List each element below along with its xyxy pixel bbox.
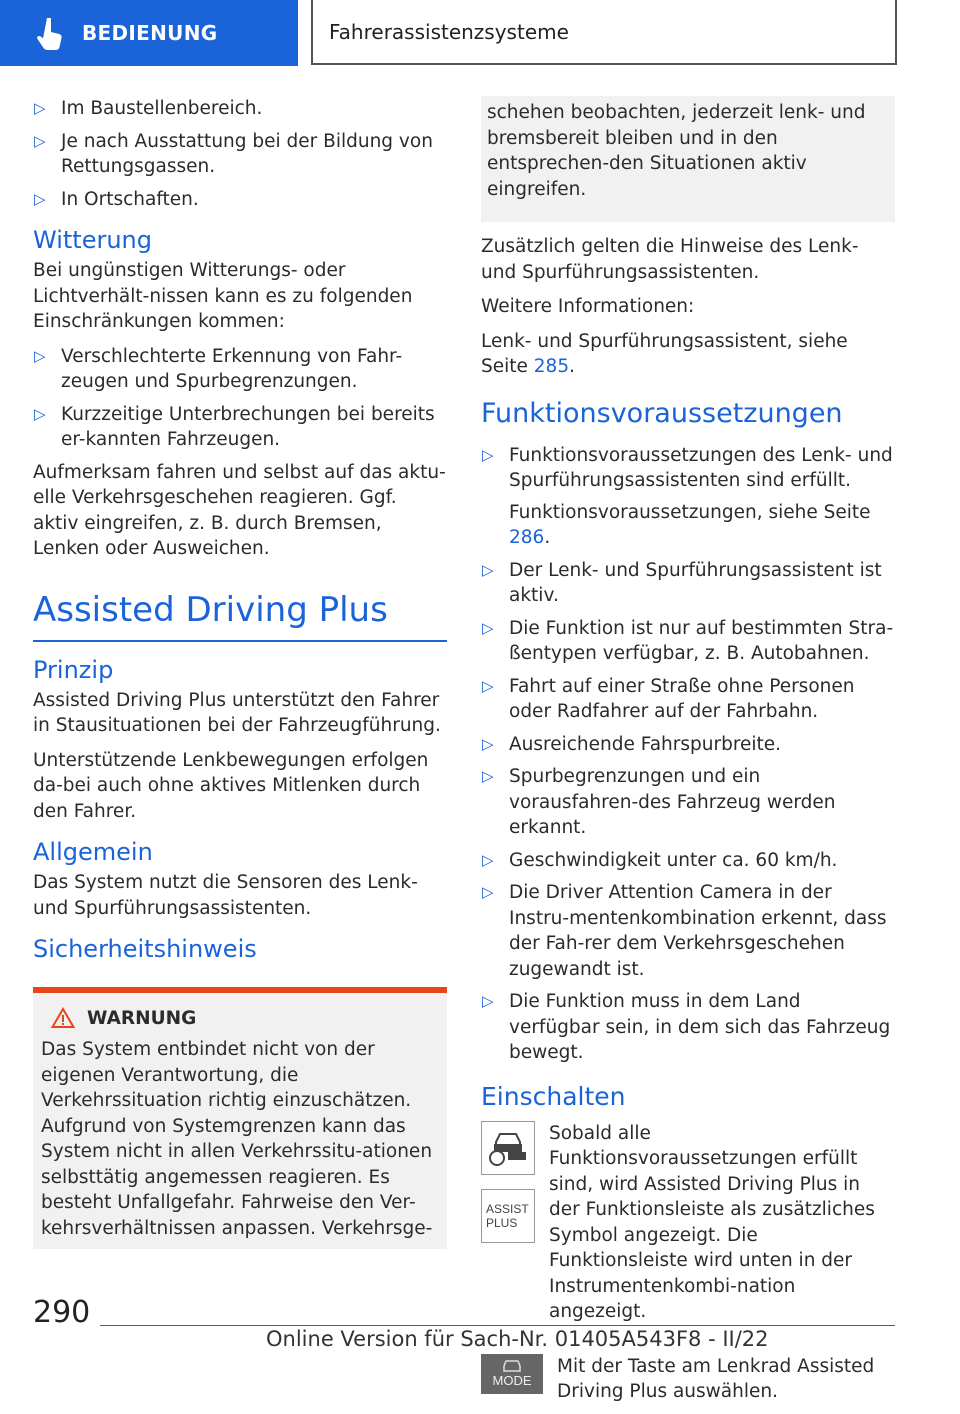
triangle-bullet-icon: ▷ bbox=[34, 131, 46, 150]
footer-version: Online Version für Sach-Nr. 01405A543F8 - II/22 bbox=[266, 1327, 769, 1351]
list-item: ▷ Funktionsvoraussetzungen des Lenk- und Spurführungsassistenten sind erfüllt. Funktionsvoraussetzungen, siehe Seite 286. bbox=[482, 444, 893, 548]
triangle-bullet-icon: ▷ bbox=[482, 734, 494, 753]
paragraph: Assisted Driving Plus unterstützt den Fahrer in Stausituationen bei der Fahrzeugführung. bbox=[33, 689, 441, 736]
main-heading: Assisted Driving Plus bbox=[33, 590, 447, 642]
warning-box-continued bbox=[481, 96, 895, 222]
paragraph: Zusätzlich gelten die Hinweise des Lenk- und Spurführungsassistenten. bbox=[481, 236, 859, 283]
chapter-title: Fahrerassistenzsysteme bbox=[329, 19, 569, 44]
triangle-bullet-icon: ▷ bbox=[34, 346, 46, 365]
paragraph: Mit der Taste am Lenkrad Assisted Driving Plus auswählen. bbox=[557, 1355, 875, 1402]
list-item: ▷ Kurzzeitige Unterbrechungen bei bereits er-kannten Fahrzeugen. bbox=[34, 403, 435, 450]
list-item: ▷ Fahrt auf einer Straße ohne Personen oder Radfahrer auf der Fahrbahn. bbox=[482, 675, 855, 722]
triangle-bullet-icon: ▷ bbox=[482, 445, 494, 464]
list-item: ▷ Ausreichende Fahrspurbreite. bbox=[481, 732, 895, 758]
warning-triangle-icon bbox=[51, 1007, 75, 1029]
paragraph: Weitere Informationen: bbox=[481, 296, 695, 317]
paragraph: Sobald alle Funktionsvoraussetzungen erfüllt sind, wird Assisted Driving Plus in der Funktionsleiste als zusätzliches Symbol angezeigt. Die Funktionsleiste wird unten in der Instrumentenkombi-nation angezeigt. bbox=[549, 1122, 875, 1322]
warning-box bbox=[33, 987, 447, 1249]
list-item: ▷ Spurbegrenzungen und ein vorausfahren-des Fahrzeug werden erkannt. bbox=[482, 766, 836, 838]
list-item: ▷ Je nach Ausstattung bei der Bildung von Rettungsgassen. bbox=[34, 130, 433, 177]
page-link[interactable]: 285 bbox=[533, 356, 570, 377]
section-heading: Allgemein bbox=[33, 838, 153, 866]
section-heading: Sicherheitshinweis bbox=[33, 935, 257, 963]
triangle-bullet-icon: ▷ bbox=[482, 676, 494, 695]
section-heading: Prinzip bbox=[33, 655, 114, 684]
warning-title: WARNUNG bbox=[87, 1007, 197, 1029]
bullet-list bbox=[481, 443, 895, 1066]
page-link[interactable]: 286 bbox=[509, 527, 545, 548]
paragraph: Lenk- und Spurführungsassistent, siehe Seite 285. bbox=[481, 330, 848, 377]
chapter-header bbox=[311, 0, 897, 65]
assist-plus-symbol-icon: ASSIST PLUS bbox=[481, 1189, 535, 1243]
warning-text: schehen beobachten, jederzeit lenk- und bremsbereit bleiben und in den entsprechen-den Situationen aktiv eingreifen. bbox=[487, 102, 866, 200]
assisted-driving-car-icon bbox=[481, 1121, 535, 1175]
section-heading: Einschalten bbox=[481, 1081, 626, 1111]
bullet-list bbox=[33, 344, 447, 453]
list-item: ▷ Der Lenk- und Spurführungsassistent ist aktiv. bbox=[482, 559, 882, 606]
paragraph: Aufmerksam fahren und selbst auf das aktu-elle Verkehrsgeschehen reagieren. Ggf. aktiv eingreifen, z. B. durch Bremsen, Lenken oder Ausweichen. bbox=[33, 461, 446, 559]
section-heading: Funktionsvoraussetzungen bbox=[481, 397, 843, 429]
warning-text: Das System entbindet nicht von der eigenen Verantwortung, die Verkehrssituation richtig einzuschätzen. Aufgrund von Systemgrenzen kann das System nicht in allen Verkehrssitu-ationen selbsttätig angemessen reagieren. Es besteht Unfallgefahr. Fahrweise den Ver-kehrsverhältnissen anpassen. Verkehrsge- bbox=[41, 1039, 433, 1239]
left-column bbox=[33, 96, 447, 1249]
footer-divider bbox=[100, 1325, 895, 1326]
paragraph: Unterstützende Lenkbewegungen erfolgen da-bei auch ohne aktives Mitlenken durch den Fahrer. bbox=[33, 749, 429, 822]
section-label: BEDIENUNG bbox=[82, 21, 218, 45]
paragraph: Bei ungünstigen Witterungs- oder Lichtverhält-nissen kann es zu folgenden Einschränkungen kommen: bbox=[33, 260, 413, 332]
list-item: ▷ Geschwindigkeit unter ca. 60 km/h. bbox=[481, 848, 895, 874]
mode-button-icon: MODE bbox=[481, 1354, 543, 1394]
list-item: ▷ Die Funktion muss in dem Land verfügbar sein, in dem sich das Fahrzeug bewegt. bbox=[482, 991, 891, 1063]
bullet-list bbox=[33, 96, 447, 212]
list-item: ▷ Verschlechterte Erkennung von Fahr-zeugen und Spurbegrenzungen. bbox=[34, 345, 403, 392]
list-item: ▷ In Ortschaften. bbox=[33, 187, 447, 213]
triangle-bullet-icon: ▷ bbox=[34, 189, 46, 208]
triangle-bullet-icon: ▷ bbox=[482, 850, 494, 869]
paragraph: Das System nutzt die Sensoren des Lenk- und Spurführungsassistenten. bbox=[33, 872, 418, 919]
triangle-bullet-icon: ▷ bbox=[482, 767, 494, 785]
triangle-bullet-icon: ▷ bbox=[482, 560, 494, 579]
triangle-bullet-icon: ▷ bbox=[482, 618, 494, 637]
list-item: ▷ Im Baustellenbereich. bbox=[33, 96, 447, 122]
section-heading: Witterung bbox=[33, 226, 152, 254]
triangle-bullet-icon: ▷ bbox=[482, 883, 494, 901]
triangle-bullet-icon: ▷ bbox=[482, 992, 494, 1010]
triangle-bullet-icon: ▷ bbox=[34, 404, 46, 423]
section-tab[interactable] bbox=[0, 0, 298, 66]
right-column bbox=[481, 96, 895, 1414]
page-number: 290 bbox=[33, 1295, 91, 1330]
list-item: ▷ Die Driver Attention Camera in der Instru-mentenkombination erkennt, dass der Fah-rer dem Verkehrsgeschehen zugewandt ist. bbox=[482, 882, 887, 980]
triangle-bullet-icon: ▷ bbox=[34, 99, 46, 117]
list-item: ▷ Die Funktion ist nur auf bestimmten Stra-ßentypen verfügbar, z. B. Autobahnen. bbox=[482, 617, 894, 664]
hand-pointer-icon bbox=[30, 13, 70, 53]
